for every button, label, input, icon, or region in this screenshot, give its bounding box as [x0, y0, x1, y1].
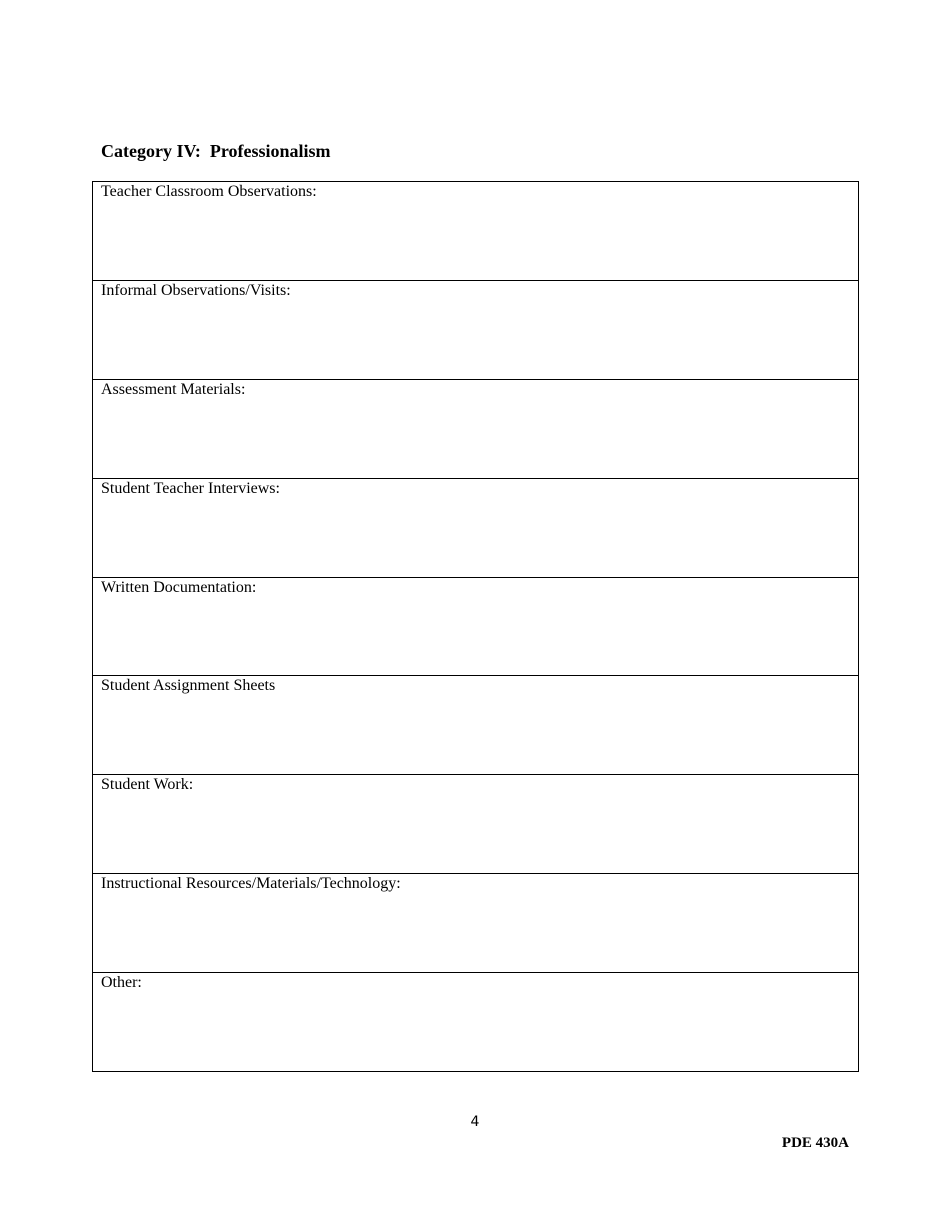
row-label: Student Assignment Sheets — [101, 677, 276, 695]
row-instructional-resources — [93, 874, 858, 973]
row-teacher-classroom-observations — [93, 182, 858, 281]
row-label: Informal Observations/Visits: — [101, 281, 291, 299]
form-code: PDE 430A — [781, 1135, 849, 1151]
row-label: Instructional Resources/Materials/Technology: — [101, 875, 401, 893]
row-other — [93, 973, 858, 1071]
row-label: Student Teacher Interviews: — [101, 479, 280, 497]
row-written-documentation — [93, 578, 858, 677]
row-student-work — [93, 775, 858, 874]
row-student-teacher-interviews — [93, 479, 858, 578]
row-label: Assessment Materials: — [101, 380, 246, 398]
page-title: Category IV: Professionalism — [101, 141, 331, 161]
row-student-assignment-sheets — [93, 676, 858, 775]
row-label: Other: — [101, 974, 142, 992]
row-assessment-materials — [93, 380, 858, 479]
row-label: Teacher Classroom Observations: — [101, 183, 317, 200]
page-number: 4 — [470, 1114, 480, 1130]
row-informal-observations — [93, 281, 858, 380]
row-label: Student Work: — [101, 776, 194, 794]
evidence-table — [92, 181, 859, 1072]
row-label: Written Documentation: — [101, 578, 257, 596]
